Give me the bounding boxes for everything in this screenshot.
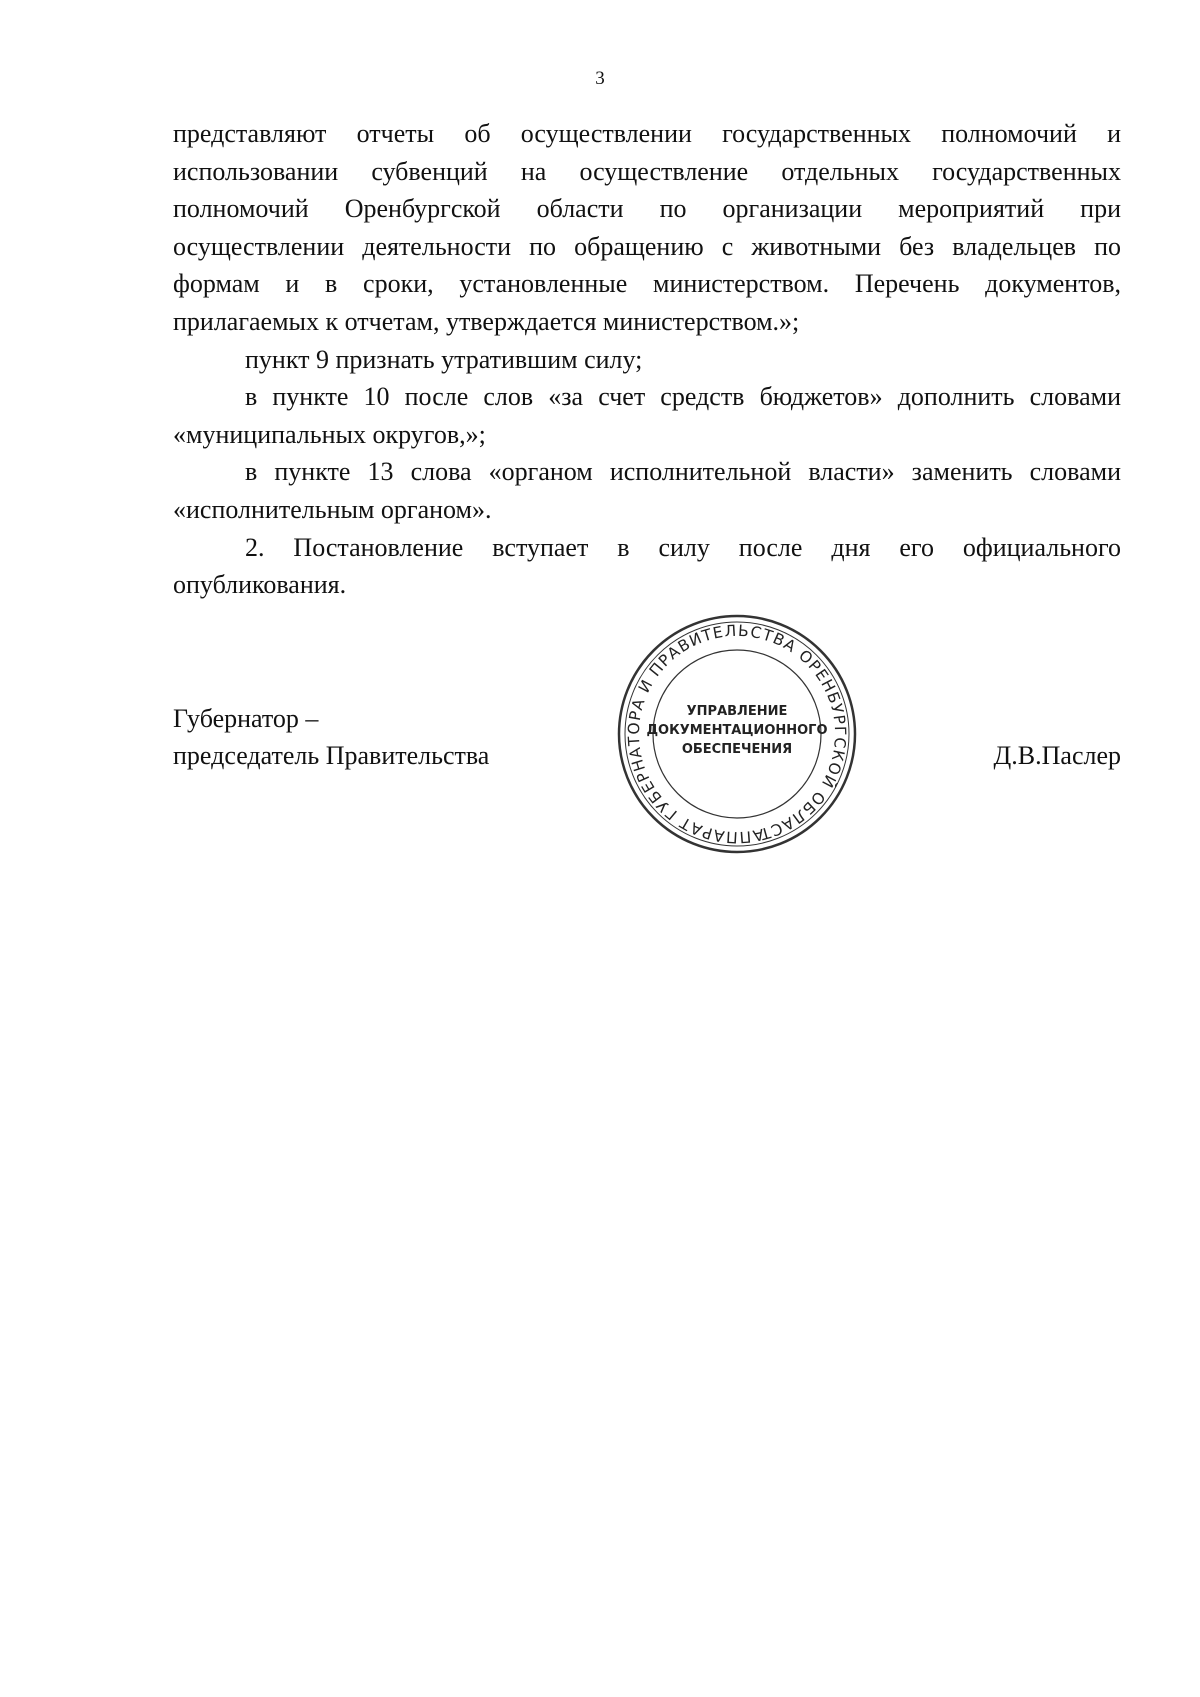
paragraph-reports: представляют отчеты об осуществлении государственных полномочий и использовании субвенций на осуществление отдельных государственных полномочий Оренбургской области по организации мероприятий при осуществлении деятельности по обращению с животными без владельцев по формам и в сроки, установленные министерством. Перечень документов, прилагаемых к отчетам, утверждается министерством.»; [173,119,1121,336]
seal-center-line1: УПРАВЛЕНИЕ [686,704,788,719]
paragraph-item-10: в пункте 10 после слов «за счет средств бюджетов» дополнить словами «муниципальных округов,»; [173,382,1121,449]
paragraph-item-9: пункт 9 признать утратившим силу; [245,344,643,374]
seal-ring-text-path: АППАРАТ ГУБЕРНАТОРА И ПРАВИТЕЛЬСТВА ОРЕНБУРГСКОЙ ОБЛАСТИ [624,621,850,847]
signatory-title-line2: председатель Правительства [173,741,490,770]
signatory-title [173,700,489,774]
seal-center-line2: ДОКУМЕНТАЦИОННОГО [646,723,828,738]
official-seal [615,612,859,856]
signatory-title-line1: Губернатор – [173,704,319,733]
page-number: 3 [595,68,605,89]
signatory-name: Д.В.Паслер [993,741,1121,770]
seal-center-line3: ОБЕСПЕЧЕНИЯ [681,742,793,757]
paragraph-entry-into-force: 2. Постановление вступает в силу после дня его официального опубликования. [173,532,1121,600]
document-body [173,115,1121,604]
paragraph-item-13: в пункте 13 слова «органом исполнительной власти» заменить словами «исполнительным органом». [173,457,1121,524]
